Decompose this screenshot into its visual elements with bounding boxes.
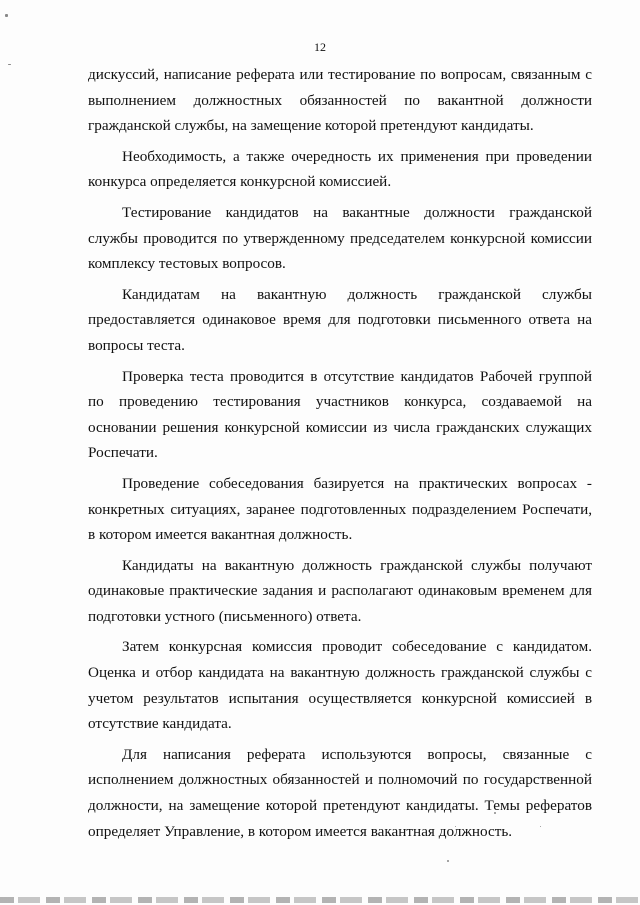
- paragraph: Необходимость, а также очередность их применения при проведении конкурса определяется конкурсной комиссией.: [88, 147, 592, 191]
- page-number: 12: [314, 40, 326, 54]
- paragraph: Проверка теста проводится в отсутствие кандидатов Рабочей группой по проведению тестирования участников конкурса, создаваемой на основании решения конкурсной комиссии из числа гражданских служащих Роспечати.: [88, 367, 592, 462]
- paragraph: Затем конкурсная комиссия проводит собеседование с кандидатом. Оценка и отбор кандидата на вакантную должность гражданской службы с учетом результатов испытания осуществляется конкурсной комиссией в отсутствие кандидата.: [88, 638, 592, 733]
- paragraph: Проведение собеседования базируется на практических вопросах - конкретных ситуациях, заранее подготовленных подразделением Роспечати, в котором имеется вакантная должность.: [88, 474, 592, 544]
- scan-speck: [8, 64, 11, 65]
- scan-bottom-edge: [0, 897, 640, 903]
- paragraph: Для написания реферата используются вопросы, связанные с исполнением должностных обязанностей и полномочий по государственной должности, на замещение которой претендуют кандидаты. Темы рефератов определяет Управление, в котором имеется вакантная должность.: [88, 745, 592, 840]
- document-body: [88, 62, 592, 849]
- paragraph: Кандидатам на вакантную должность гражданской службы предоставляется одинаковое время для подготовки письменного ответа на вопросы теста.: [88, 285, 592, 354]
- scan-speck: [447, 860, 449, 862]
- paragraph: Тестирование кандидатов на вакантные должности гражданской службы проводится по утвержденному председателем конкурсной комиссии комплексу тестовых вопросов.: [88, 203, 592, 273]
- scan-speck: [5, 14, 8, 17]
- paragraph-continuation: дискуссий, написание реферата или тестирование по вопросам, связанным с выполнением должностных обязанностей по вакантной должности гражданской службы, на замещение которой претендуют кандидаты.: [88, 66, 592, 135]
- paragraph: Кандидаты на вакантную должность гражданской службы получают одинаковые практические задания и располагают одинаковым временем для подготовки устного (письменного) ответа.: [88, 556, 592, 625]
